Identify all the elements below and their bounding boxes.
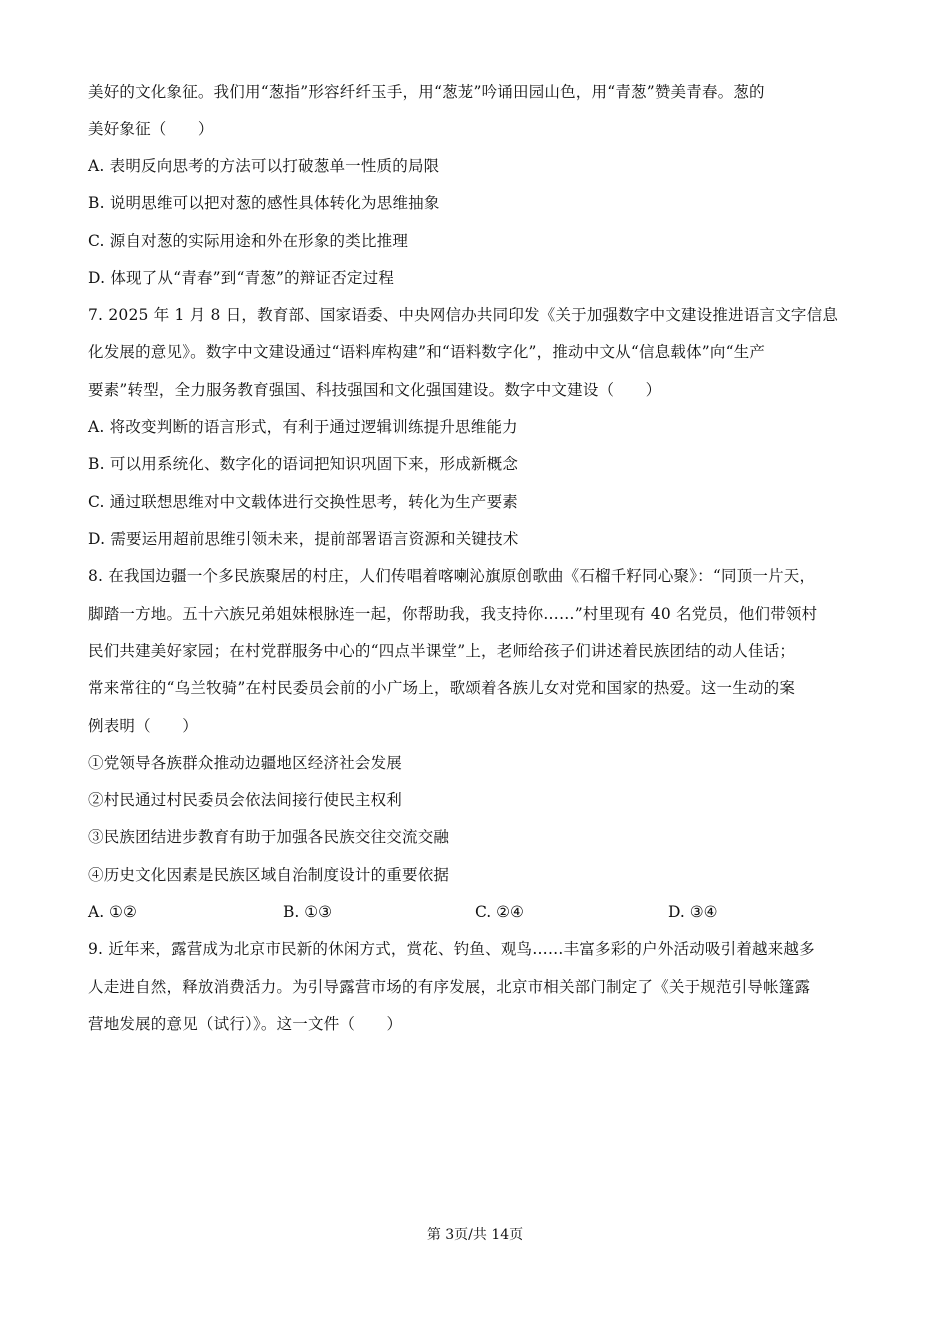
page-number-footer: 第 3页/共 14页 bbox=[426, 1227, 524, 1243]
q8-stem-line-1: 8. 在我国边疆一个多民族聚居的村庄，人们传唱着喀喇沁旗原创歌曲《石榴千籽同心聚》：“同顶一片天， bbox=[88, 567, 816, 585]
q8-stem-line-5: 例表明（ ） bbox=[88, 717, 198, 735]
q7-option-a: A. 将改变判断的语言形式，有利于通过逻辑训练提升思维能力 bbox=[88, 418, 518, 436]
q8-stem-line-2: 脚踏一方地。五十六族兄弟姐妹根脉连一起，你帮助我，我支持你……”村里现有 40 名党员，他们带领村 bbox=[88, 605, 818, 623]
q8-statement-1: ①党领导各族群众推动边疆地区经济社会发展 bbox=[88, 754, 403, 772]
q8-choice-d: D. ③④ bbox=[668, 903, 718, 921]
q6-option-c: C. 源自对葱的实际用途和外在形象的类比推理 bbox=[88, 232, 409, 250]
q7-option-c: C. 通过联想思维对中文载体进行交换性思考，转化为生产要素 bbox=[88, 493, 518, 511]
q7-option-b: B. 可以用系统化、数字化的语词把知识巩固下来，形成新概念 bbox=[88, 455, 519, 473]
q9-stem-line-3: 营地发展的意见（试行）》。这一文件（ ） bbox=[88, 1015, 403, 1033]
q8-choice-b: B. ①③ bbox=[283, 903, 333, 921]
q8-statement-3: ③民族团结进步教育有助于加强各民族交往交流交融 bbox=[88, 828, 450, 846]
q9-stem-line-2: 人走进自然，释放消费活力。为引导露营市场的有序发展，北京市相关部门制定了《关于规范引导帐篷露 bbox=[88, 978, 811, 996]
q8-choice-c: C. ②④ bbox=[475, 903, 524, 921]
q8-stem-line-3: 民们共建美好家园；在村党群服务中心的“四点半课堂”上，老师给孩子们讲述着民族团结的动人佳话； bbox=[88, 642, 796, 660]
q6-option-a: A. 表明反向思考的方法可以打破葱单一性质的局限 bbox=[88, 157, 440, 175]
q8-stem-line-4: 常来常往的“乌兰牧骑”在村民委员会前的小广场上，歌颂着各族儿女对党和国家的热爱。这一生动的案 bbox=[88, 679, 796, 697]
q8-statement-2: ②村民通过村民委员会依法间接行使民主权利 bbox=[88, 791, 403, 809]
q7-stem-line-2: 化发展的意见》。数字中文建设通过“语料库构建”和“语料数字化”，推动中文从“信息载体”向“生产 bbox=[88, 343, 766, 361]
q8-choice-a: A. ①② bbox=[88, 903, 137, 921]
q8-statement-4: ④历史文化因素是民族区域自治制度设计的重要依据 bbox=[88, 866, 450, 884]
q7-option-d: D. 需要运用超前思维引领未来，提前部署语言资源和关键技术 bbox=[88, 530, 519, 548]
q9-stem-line-1: 9. 近年来，露营成为北京市民新的休闲方式，赏花、钓鱼、观鸟……丰富多彩的户外活动吸引着越来越多 bbox=[88, 940, 815, 958]
q6-stem-line-1: 美好的文化象征。我们用“葱指”形容纤纤玉手，用“葱茏”吟诵田园山色，用“青葱”赞美青春。葱的 bbox=[88, 83, 765, 101]
q7-stem-line-1: 7. 2025 年 1 月 8 日，教育部、国家语委、中央网信办共同印发《关于加强数字中文建设推进语言文字信息 bbox=[88, 306, 839, 324]
q6-stem-line-2: 美好象征（ ） bbox=[88, 120, 214, 138]
q7-stem-line-3: 要素”转型，全力服务教育强国、科技强国和文化强国建设。数字中文建设（ ） bbox=[88, 381, 662, 399]
q6-option-b: B. 说明思维可以把对葱的感性具体转化为思维抽象 bbox=[88, 194, 440, 212]
q6-option-d: D. 体现了从“青春”到“青葱”的辩证否定过程 bbox=[88, 269, 395, 287]
